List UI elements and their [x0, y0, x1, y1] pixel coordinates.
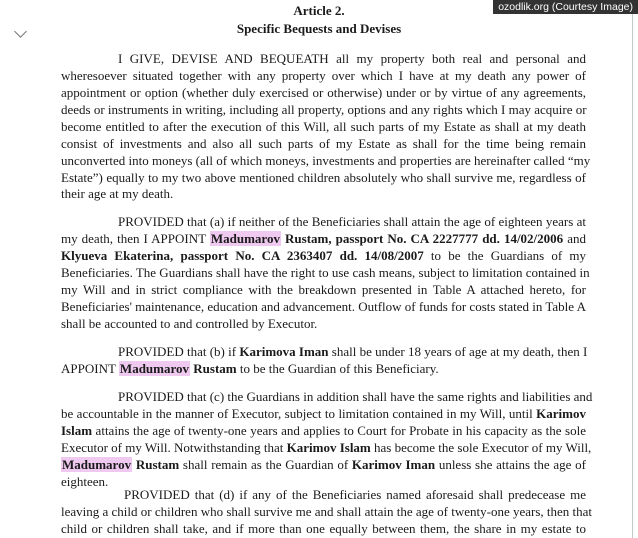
p1-line: consist of investments and also all such parts of my Estate as shall for the time being remain [61, 136, 586, 151]
p4-line: Islam attains the age of twenty-one years and applies to Court for Probate in his capacity as the sole [61, 423, 586, 438]
p2-line: my death, then I APPOINT Madumarov Rustam, passport No. CA 2227777 dd. 14/02/2006 and [61, 231, 586, 246]
p3-line: APPOINT Madumarov Rustam to be the Guardian of this Beneficiary. [61, 361, 439, 376]
p4-line: be accountable in the manner of Executor, subject to limitation contained in my Will, until Karimov [61, 406, 586, 421]
p4-line: eighteen. [61, 474, 109, 489]
article-subtitle: Specific Bequests and Devises [236, 21, 402, 36]
page-edge-divider [632, 14, 633, 538]
p1-line: wheresoever situated together with any property over which I have at my death any power of [61, 68, 586, 83]
p5-line: PROVIDED that (d) if any of the Beneficiaries named aforesaid shall predecease me [124, 487, 586, 502]
p4-line: Madumarov Rustam shall remain as the Guardian of Karimov Iman unless she attains the age of [62, 457, 586, 472]
p5-line: leaving a child or children who shall survive me and shall attain the age of twenty-one years, then that [61, 504, 593, 519]
p5-line: child or children shall take, and if more than one equally between them, the share in my estate to [61, 521, 586, 536]
image-credit: ozodlik.org (Courtesy Image) [493, 0, 638, 14]
p2-line: shall be accounted to and controlled by Executor. [61, 316, 318, 331]
highlighted-name: Madumarov [119, 361, 190, 376]
highlighted-name: Madumarov [62, 457, 132, 472]
highlighted-name: Madumarov [210, 231, 280, 246]
p2-line: my Will and in strict compliance with the breakdown presented in Table A attached hereto, for [61, 282, 586, 297]
p2-line: Beneficiaries' maintenance, education and advancement. Outflow of funds for costs stated in Table A [61, 299, 586, 314]
p2-line: PROVIDED that (a) if neither of the Beneficiaries shall attain the age of eighteen years at [118, 214, 586, 229]
p1-line: Estate”) equally to my two above mentioned children absolutely who shall survive me, regardless of [61, 170, 586, 185]
p1-line: I GIVE, DEVISE AND BEQUEATH all my property both real and personal and [118, 51, 586, 66]
p1-line: deeds or instruments in writing, including all property, options and any rights which I may acquire or [61, 102, 587, 117]
p1-line: their age at my death. [61, 186, 174, 201]
p4-line: PROVIDED that (c) the Guardians in addition shall have the same rights and liabilities and [118, 389, 593, 404]
p2-line: Klyueva Ekaterina, passport No. CA 2363407 dd. 14/08/2007 to be the Guardians of my [61, 248, 586, 263]
p3-line: PROVIDED that (b) if Karimova Iman shall be under 18 years of age at my death, then I [118, 344, 588, 359]
article-title: Article 2. [293, 3, 345, 18]
p1-line: become entitled to after the execution of this Will, all such parts of my Estate as shall at my death [61, 119, 586, 134]
p2-line: Beneficiaries. The Guardians shall have the right to use cash means, subject to limitation contained in [61, 265, 590, 280]
p1-line: appointment or option (whether duly exercised or otherwise) under or by virtue of any agreements, [61, 85, 586, 100]
p4-line: Executor of my Will. Notwithstanding that Karimov Islam has become the sole Executor of my Will, [61, 440, 592, 455]
p1-line: unconverted into moneys (all of which moneys, investments and properties are hereinafter called “my [61, 153, 591, 168]
